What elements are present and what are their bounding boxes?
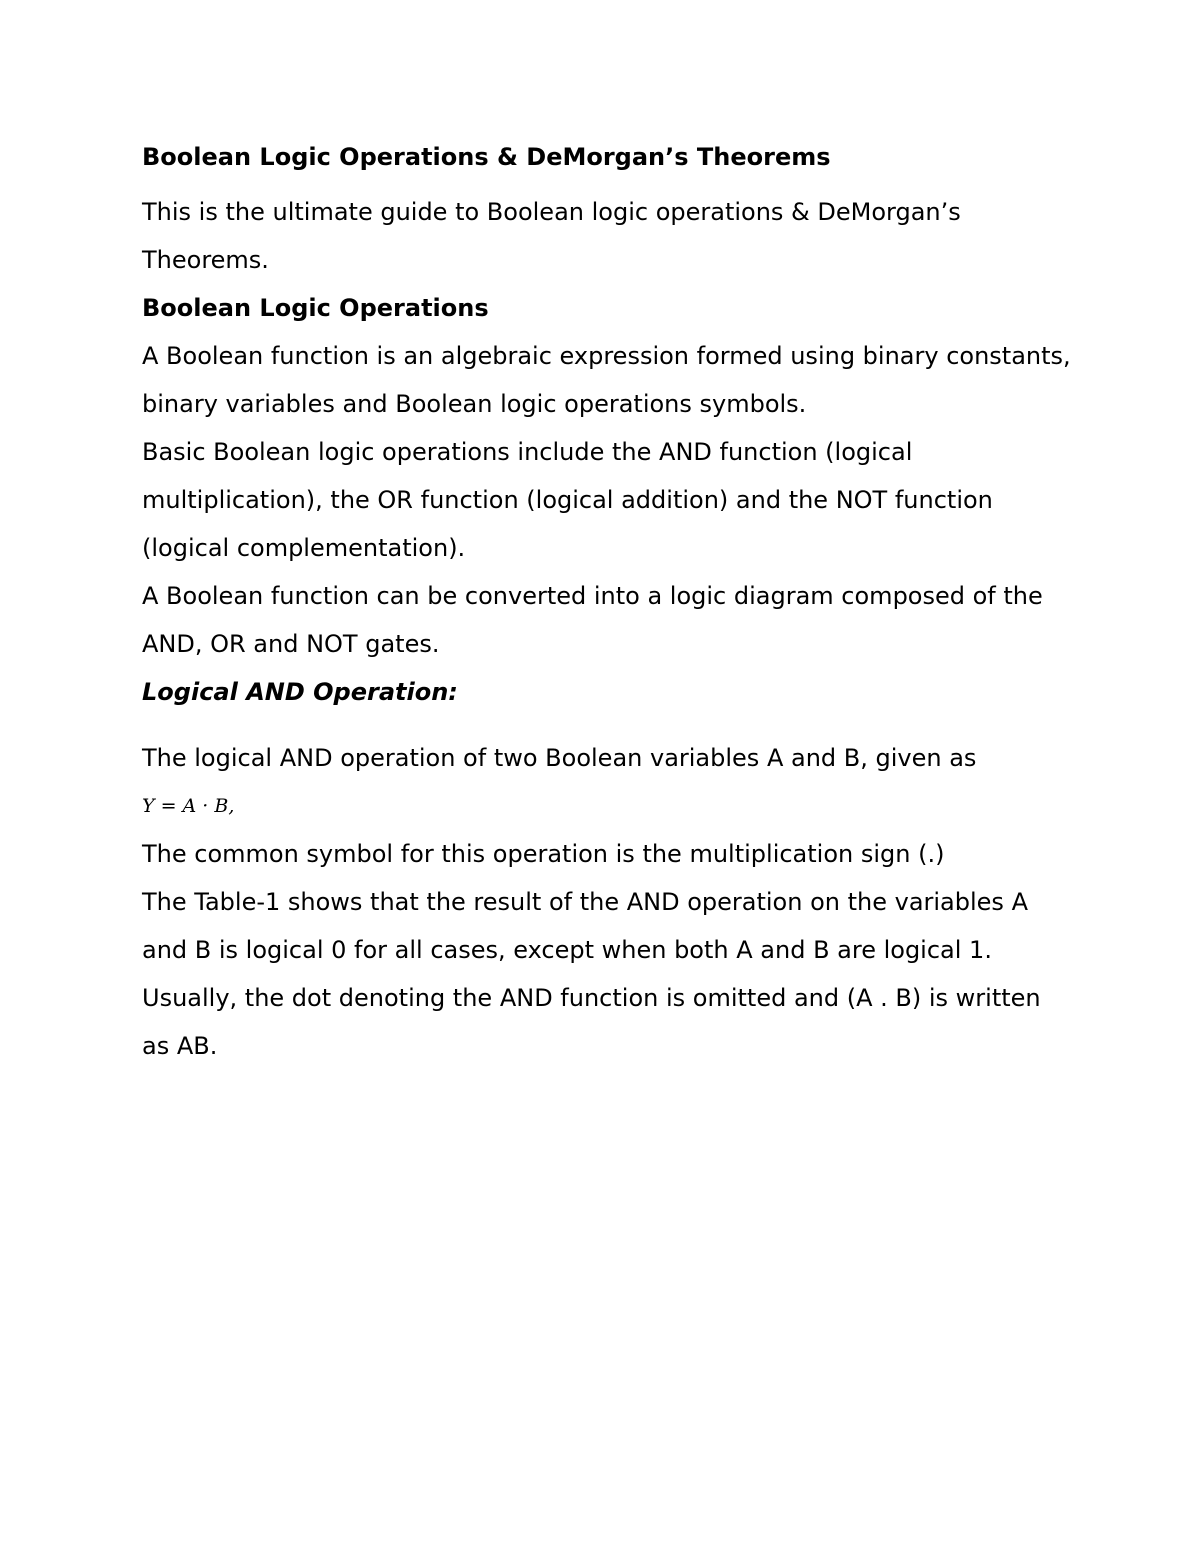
and-operation-heading: Logical AND Operation: <box>142 678 458 706</box>
and-formula: Y = A · B, <box>142 795 235 817</box>
dot-omitted-paragraph: Usually, the dot denoting the AND function is omitted and (A . B) is written as AB. <box>142 984 1041 1060</box>
document-title: Boolean Logic Operations & DeMorgan’s Theorems <box>142 143 831 171</box>
truth-table-paragraph: The Table-1 shows that the result of the AND operation on the variables A and B is logical 0 for all cases, except when both A and B are logical 1. <box>142 888 1028 964</box>
basic-operations-paragraph: Basic Boolean logic operations include the AND function (logical multiplication), the OR function (logical addition) and the NOT function (logical complementation). <box>142 438 993 562</box>
boolean-function-paragraph: A Boolean function is an algebraic expression formed using binary constants, binary variables and Boolean logic operations symbols. <box>142 342 1071 418</box>
and-definition-paragraph: The logical AND operation of two Boolean variables A and B, given as <box>142 744 977 772</box>
intro-paragraph: This is the ultimate guide to Boolean logic operations & DeMorgan’s Theorems. <box>142 198 961 274</box>
symbol-paragraph: The common symbol for this operation is the multiplication sign (.) <box>142 840 945 868</box>
logic-diagram-paragraph: A Boolean function can be converted into a logic diagram composed of the AND, OR and NOT gates. <box>142 582 1043 658</box>
section-heading: Boolean Logic Operations <box>142 294 489 322</box>
document-page <box>142 136 1072 1070</box>
